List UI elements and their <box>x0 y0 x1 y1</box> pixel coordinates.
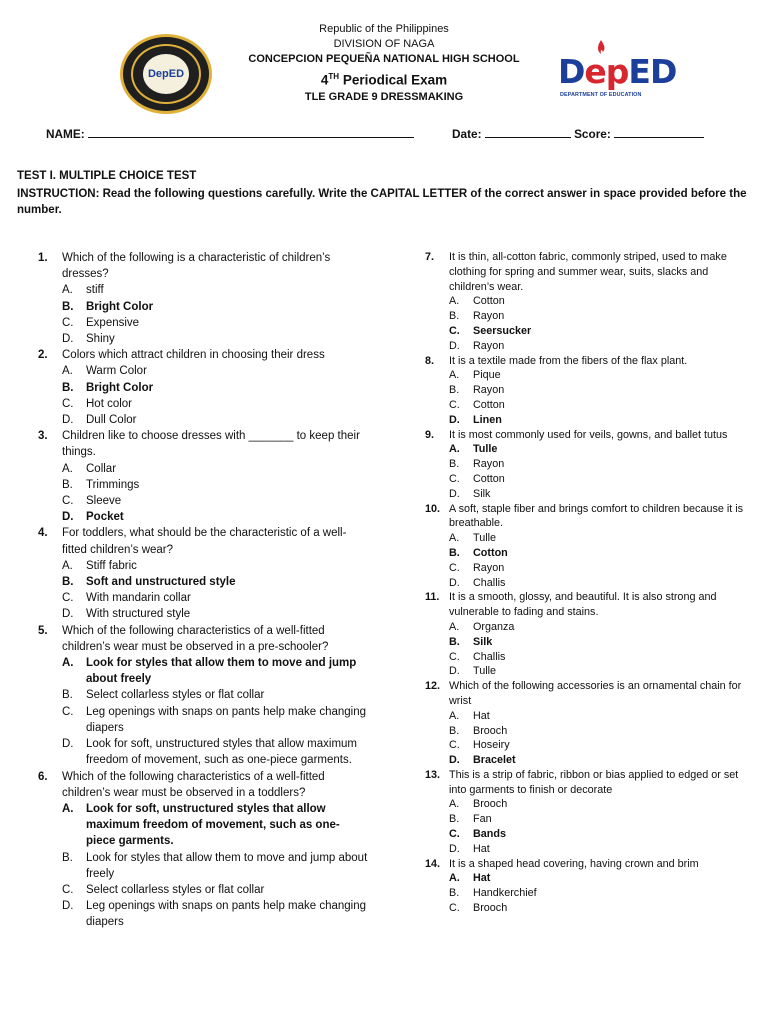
option-text: Challis <box>473 576 506 589</box>
answer-option <box>62 396 368 412</box>
option-letter: D. <box>449 754 460 767</box>
question-item <box>38 428 368 525</box>
option-letter: B. <box>449 724 460 737</box>
option-letter: D. <box>62 511 74 524</box>
answer-option <box>449 309 755 324</box>
test-title: TEST I. MULTIPLE CHOICE TEST <box>17 170 197 182</box>
question-item <box>38 347 368 428</box>
answer-option <box>449 842 755 857</box>
question-number: 7. <box>425 251 435 263</box>
answer-option <box>449 753 755 768</box>
option-text: Hoseiry <box>473 739 510 752</box>
question-item <box>38 769 368 931</box>
answer-option <box>449 738 755 753</box>
option-letter: C. <box>62 316 74 329</box>
option-letter: C. <box>449 324 460 337</box>
republic-label: Republic of the Philippines <box>319 23 449 35</box>
option-text: With structured style <box>86 608 191 621</box>
option-text: Organza <box>473 620 515 633</box>
answer-option <box>449 576 755 591</box>
option-text: Dull Color <box>86 414 137 427</box>
date-label: Date: <box>452 127 482 141</box>
option-text: Silk <box>473 487 491 500</box>
option-text: Bands <box>473 828 506 841</box>
answer-option <box>62 380 368 396</box>
answer-option <box>62 655 368 687</box>
option-letter: C. <box>62 592 74 605</box>
option-letter: B. <box>449 546 460 559</box>
question-text: It is a shaped head covering, having crown and brim <box>449 857 699 870</box>
option-text: Bright Color <box>86 300 154 313</box>
question-text: Colors which attract children in choosing their dress <box>62 349 325 362</box>
question-item <box>425 354 755 428</box>
answer-option <box>62 363 368 379</box>
answer-option <box>449 561 755 576</box>
answer-option <box>449 871 755 886</box>
option-letter: A. <box>449 620 460 633</box>
option-letter: D. <box>449 842 460 855</box>
option-text: Tulle <box>473 532 497 545</box>
option-text: Cotton <box>473 398 505 411</box>
answer-option <box>449 886 755 901</box>
option-text: Brooch <box>473 902 508 915</box>
option-text: Trimmings <box>86 478 140 491</box>
answer-option <box>62 574 368 590</box>
question-item <box>425 679 755 768</box>
option-text: Hot color <box>86 397 133 410</box>
option-text: Collar <box>86 462 117 475</box>
option-text: Look for soft, unstructured styles that allow maximum freedom of movement, such as one-piece garments. <box>86 802 340 848</box>
question-text: It is thin, all-cotton fabric, commonly striped, used to make clothing for spring and summer wear, suits, slacks and children’s wear. <box>449 251 727 293</box>
answer-option <box>449 709 755 724</box>
answer-option <box>449 368 755 383</box>
answer-option <box>449 413 755 428</box>
score-blank[interactable] <box>614 126 704 138</box>
option-letter: B. <box>449 813 460 826</box>
option-text: Pique <box>473 369 501 382</box>
answer-option <box>449 546 755 561</box>
option-letter: C. <box>449 902 460 915</box>
option-letter: B. <box>449 384 460 397</box>
option-text: Stiff fabric <box>86 559 137 572</box>
answer-option <box>62 282 368 298</box>
answer-option <box>449 531 755 546</box>
option-text: Rayon <box>473 384 505 397</box>
question-text: A soft, staple fiber and brings comfort to children because it is breathable. <box>449 502 744 530</box>
option-text: Tulle <box>473 443 498 456</box>
option-letter: C. <box>449 650 460 663</box>
option-letter: A. <box>62 802 74 815</box>
option-text: Rayon <box>473 561 505 574</box>
question-item <box>425 428 755 502</box>
option-text: Cotton <box>473 472 505 485</box>
question-number: 13. <box>425 768 441 781</box>
option-text: Leg openings with snaps on pants help make changing diapers <box>86 900 367 929</box>
question-text: It is most commonly used for veils, gowns, and ballet tutus <box>449 428 728 441</box>
option-text: Leg openings with snaps on pants help make changing diapers <box>86 705 367 734</box>
option-letter: A. <box>449 295 460 308</box>
option-letter: B. <box>62 381 74 394</box>
question-item <box>425 502 755 591</box>
option-text: Hat <box>473 872 491 885</box>
answer-option <box>62 315 368 331</box>
option-letter: A. <box>449 709 460 722</box>
answer-option <box>449 635 755 650</box>
option-letter: C. <box>449 561 460 574</box>
option-text: Expensive <box>86 316 140 329</box>
option-letter: C. <box>62 397 74 410</box>
question-text: Which of the following characteristics of a well-fitted children’s wear must be observed in a pre-schooler? <box>62 624 329 653</box>
answer-option <box>62 461 368 477</box>
option-letter: C. <box>449 828 460 841</box>
deped-d: D <box>558 52 585 91</box>
student-info-row <box>46 126 736 141</box>
question-text: Which of the following accessories is an ornamental chain for wrist <box>449 680 742 707</box>
score-label: Score: <box>574 127 611 141</box>
answer-option <box>449 812 755 827</box>
deped-subtitle: DEPARTMENT OF EDUCATION <box>560 92 642 98</box>
option-text: Rayon <box>473 458 505 471</box>
option-letter: C. <box>449 398 460 411</box>
option-letter: D. <box>449 665 460 678</box>
answer-option <box>62 331 368 347</box>
question-text: Children like to choose dresses with _______ to keep their things. <box>62 430 360 459</box>
answer-option <box>62 898 368 930</box>
option-letter: C. <box>449 739 460 752</box>
option-text: Look for styles that allow them to move and jump about freely <box>86 657 357 686</box>
option-text: Pocket <box>86 511 124 524</box>
question-number: 11. <box>425 591 440 604</box>
option-text: Look for soft, unstructured styles that allow maximum freedom of movement, such as one-piece garments. <box>86 738 357 767</box>
answer-option <box>449 620 755 635</box>
option-letter: B. <box>62 300 74 313</box>
option-letter: A. <box>62 462 73 475</box>
question-number: 3. <box>38 430 48 443</box>
answer-option <box>62 704 368 736</box>
question-number: 8. <box>425 354 435 367</box>
seal-center: DepED <box>143 54 189 94</box>
option-letter: A. <box>62 365 73 378</box>
question-text: Which of the following is a characteristic of children’s dresses? <box>62 252 331 281</box>
option-text: Hat <box>473 709 490 722</box>
option-letter: D. <box>62 333 74 346</box>
test-instruction: INSTRUCTION: Read the following questions carefully. Write the CAPITAL LETTER of the correct answer in space provided before the number. <box>17 188 747 216</box>
answer-option <box>449 383 755 398</box>
option-letter: B. <box>449 458 460 471</box>
question-number: 14. <box>425 857 441 870</box>
question-number: 1. <box>38 252 48 264</box>
deped-logo <box>558 40 677 106</box>
answer-option <box>449 650 755 665</box>
subject-label: TLE GRADE 9 DRESSMAKING <box>304 90 464 103</box>
exam-title-text: Periodical Exam <box>342 72 448 88</box>
question-item <box>425 768 755 857</box>
option-text: Cotton <box>473 546 508 559</box>
option-letter: D. <box>449 413 460 426</box>
option-text: With mandarin collar <box>86 592 191 605</box>
question-number: 9. <box>425 428 435 441</box>
option-letter: B. <box>449 310 460 323</box>
answer-option <box>62 606 368 622</box>
answer-option <box>449 724 755 739</box>
option-letter: D. <box>62 414 74 427</box>
answer-option <box>62 687 368 703</box>
option-letter: B. <box>62 478 73 491</box>
option-letter: B. <box>62 851 73 864</box>
option-letter: C. <box>62 495 74 508</box>
option-text: Warm Color <box>86 365 147 378</box>
answer-option <box>62 509 368 525</box>
option-text: Brooch <box>473 798 508 811</box>
answer-option <box>62 558 368 574</box>
option-letter: D. <box>449 487 460 500</box>
answer-option <box>449 442 755 457</box>
option-text: Fan <box>473 813 492 826</box>
option-letter: B. <box>449 887 460 900</box>
option-text: Select collarless styles or flat collar <box>86 883 265 896</box>
question-item <box>425 250 755 354</box>
left-question-column <box>38 250 368 931</box>
option-text: Bracelet <box>473 754 516 767</box>
option-text: Cotton <box>473 295 505 308</box>
school-name: CONCEPCION PEQUEÑA NATIONAL HIGH SCHOOL <box>248 53 520 65</box>
question-number: 12. <box>425 680 441 693</box>
deped-ed: ED <box>628 52 677 91</box>
option-letter: D. <box>449 339 460 352</box>
answer-option <box>449 901 755 916</box>
exam-number-suffix: TH <box>328 72 340 81</box>
option-text: Shiny <box>86 333 115 346</box>
option-letter: D. <box>62 608 74 621</box>
answer-option <box>62 850 368 882</box>
option-text: Bright Color <box>86 381 154 394</box>
date-blank[interactable] <box>485 126 571 138</box>
answer-option <box>449 324 755 339</box>
question-item <box>425 857 755 916</box>
option-letter: B. <box>62 689 73 702</box>
answer-option <box>449 797 755 812</box>
option-letter: A. <box>62 657 74 670</box>
name-blank[interactable] <box>88 126 414 138</box>
option-text: Look for styles that allow them to move and jump about freely <box>86 851 368 880</box>
answer-option <box>62 736 368 768</box>
question-number: 6. <box>38 770 48 783</box>
option-letter: A. <box>449 798 460 811</box>
option-text: Brooch <box>473 724 508 737</box>
option-letter: B. <box>62 576 74 589</box>
question-text: This is a strip of fabric, ribbon or bias applied to edged or set into garments to finish or decorate <box>449 768 739 796</box>
school-seal-logo <box>120 34 212 114</box>
name-label: NAME: <box>46 127 85 141</box>
option-text: Rayon <box>473 310 505 323</box>
option-letter: C. <box>62 705 74 718</box>
question-text: It is a smooth, glossy, and beautiful. It is also strong and vulnerable to fading and stains. <box>449 591 717 619</box>
option-letter: C. <box>449 472 460 485</box>
answer-option <box>449 398 755 413</box>
division-label: DIVISION OF NAGA <box>333 38 435 50</box>
answer-option <box>449 664 755 679</box>
answer-option <box>449 457 755 472</box>
question-number: 4. <box>38 527 48 540</box>
option-text: Linen <box>473 413 502 426</box>
answer-option <box>62 882 368 898</box>
question-text: It is a textile made from the fibers of the flax plant. <box>449 354 688 367</box>
option-text: Handkerchief <box>473 887 537 900</box>
question-text: Which of the following characteristics of a well-fitted children’s wear must be observed in a toddlers? <box>62 770 325 799</box>
answer-option <box>449 294 755 309</box>
answer-option <box>62 299 368 315</box>
option-letter: D. <box>449 576 460 589</box>
question-number: 2. <box>38 349 48 362</box>
option-letter: B. <box>449 635 460 648</box>
exam-number: 4 <box>320 72 329 88</box>
option-text: Sleeve <box>86 495 122 508</box>
option-letter: A. <box>449 872 460 885</box>
answer-option <box>449 472 755 487</box>
question-item <box>38 525 368 622</box>
question-item <box>38 623 368 769</box>
deped-ep: ep <box>584 52 629 91</box>
option-text: Challis <box>473 650 506 663</box>
answer-option <box>449 487 755 502</box>
answer-option <box>62 412 368 428</box>
option-text: Tulle <box>473 665 497 678</box>
answer-option <box>449 339 755 354</box>
option-text: Soft and unstructured style <box>86 576 236 589</box>
right-question-column <box>425 250 755 916</box>
question-item <box>38 250 368 347</box>
option-letter: A. <box>449 369 460 382</box>
option-text: Rayon <box>473 339 505 352</box>
deped-wordmark <box>558 54 676 90</box>
option-text: stiff <box>86 284 104 297</box>
option-text: Select collarless styles or flat collar <box>86 689 265 702</box>
option-letter: A. <box>62 559 73 572</box>
question-item <box>425 590 755 679</box>
option-letter: D. <box>62 738 74 751</box>
option-letter: A. <box>449 443 460 456</box>
option-text: Seersucker <box>473 324 532 337</box>
option-letter: C. <box>62 883 74 896</box>
question-number: 5. <box>38 624 48 637</box>
answer-option <box>449 827 755 842</box>
answer-option <box>62 801 368 850</box>
option-text: Hat <box>473 842 490 855</box>
option-text: Silk <box>473 635 493 648</box>
question-number: 10. <box>425 502 441 515</box>
option-letter: A. <box>449 532 460 545</box>
option-letter: A. <box>62 284 73 297</box>
option-letter: D. <box>62 900 74 913</box>
question-text: For toddlers, what should be the characteristic of a well-fitted children’s wear? <box>62 527 347 556</box>
answer-option <box>62 493 368 509</box>
answer-option <box>62 590 368 606</box>
answer-option <box>62 477 368 493</box>
